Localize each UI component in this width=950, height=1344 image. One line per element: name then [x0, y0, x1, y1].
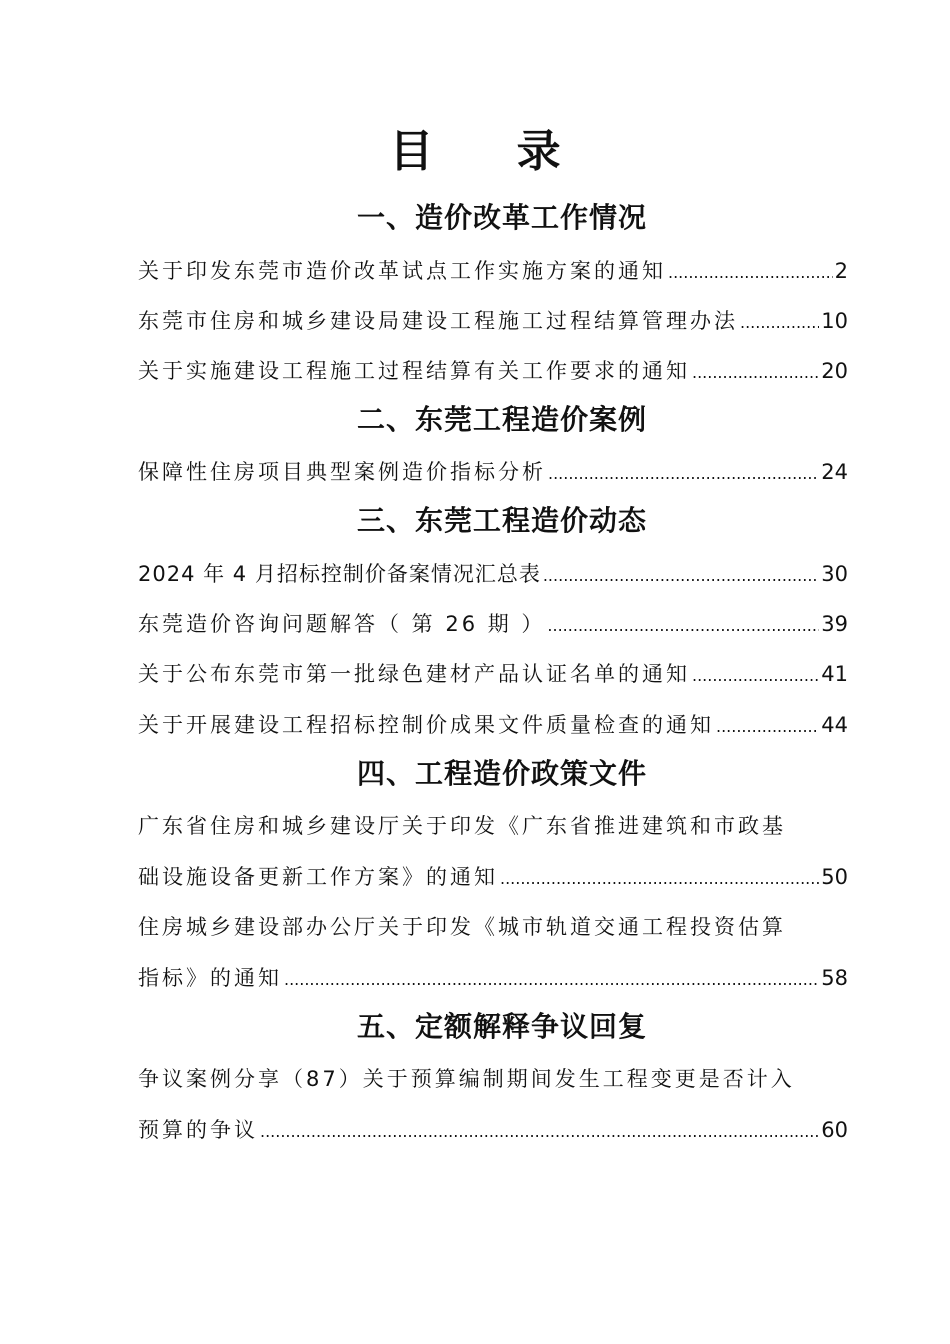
toc-entry-page: 41 [821, 662, 848, 686]
toc-entry-page: 58 [821, 966, 848, 990]
section-heading-4: 四、工程造价政策文件 [356, 757, 647, 790]
toc-entry-page: 24 [821, 460, 848, 484]
dot-leader [547, 608, 819, 644]
toc-entry[interactable] [138, 606, 848, 642]
dot-leader [284, 962, 819, 998]
toc-entry-title: 保障性住房项目典型案例造价指标分析 [138, 460, 546, 484]
toc-entry-title: 东莞市住房和城乡建设局建设工程施工过程结算管理办法 [138, 309, 738, 333]
toc-entry[interactable] [138, 960, 848, 996]
dot-leader [692, 355, 819, 391]
toc-entry[interactable] [138, 303, 848, 339]
toc-entry-page: 10 [821, 309, 848, 333]
toc-entry[interactable] [138, 353, 848, 389]
toc-entry-page: 20 [821, 359, 848, 383]
toc-entry-page: 50 [821, 865, 848, 889]
toc-entry-title: 关于实施建设工程施工过程结算有关工作要求的通知 [138, 359, 690, 383]
dot-leader [260, 1114, 819, 1150]
toc-entry-line1[interactable]: 住房城乡建设部办公厅关于印发《城市轨道交通工程投资估算 [138, 915, 786, 939]
dot-leader [668, 255, 833, 291]
toc-entry-page: 60 [821, 1118, 848, 1142]
section-heading-1: 一、造价改革工作情况 [356, 201, 647, 234]
dot-leader [740, 305, 819, 341]
toc-entry-title: 东莞造价咨询问题解答（ 第 26 期 ） [138, 612, 546, 636]
dot-leader [548, 456, 819, 492]
toc-entry-page: 2 [834, 259, 848, 283]
toc-entry-line1[interactable]: 争议案例分享（87）关于预算编制期间发生工程变更是否计入 [138, 1067, 795, 1091]
section-heading-2: 二、东莞工程造价案例 [356, 403, 647, 436]
toc-entry[interactable] [138, 707, 848, 743]
toc-entry[interactable] [138, 556, 848, 592]
toc-entry[interactable] [138, 1112, 848, 1148]
toc-entry-title: 关于开展建设工程招标控制价成果文件质量检查的通知 [138, 713, 714, 737]
section-heading-5: 五、定额解释争议回复 [356, 1010, 647, 1043]
toc-entry-title: 指标》的通知 [138, 966, 282, 990]
toc-entry[interactable] [138, 253, 848, 289]
toc-entry-title: 预算的争议 [138, 1118, 258, 1142]
section-heading-3: 三、东莞工程造价动态 [356, 504, 647, 537]
dot-leader [543, 558, 819, 594]
toc-entry-page: 44 [821, 713, 848, 737]
toc-entry-title: 关于公布东莞市第一批绿色建材产品认证名单的通知 [138, 662, 690, 686]
dot-leader [500, 861, 819, 897]
toc-entry-line1[interactable]: 广东省住房和城乡建设厅关于印发《广东省推进建筑和市政基 [138, 814, 786, 838]
toc-entry[interactable] [138, 656, 848, 692]
toc-entry-page: 30 [821, 562, 848, 586]
toc-entry-title: 础设施设备更新工作方案》的通知 [138, 865, 498, 889]
page-title: 目 录 [389, 126, 595, 177]
toc-entry[interactable] [138, 859, 848, 895]
dot-leader [716, 709, 819, 745]
toc-entry[interactable] [138, 454, 848, 490]
dot-leader [692, 658, 819, 694]
toc-entry-title: 2024 年 4 月招标控制价备案情况汇总表 [138, 562, 541, 586]
toc-entry-page: 39 [821, 612, 848, 636]
toc-entry-title: 关于印发东莞市造价改革试点工作实施方案的通知 [138, 259, 666, 283]
